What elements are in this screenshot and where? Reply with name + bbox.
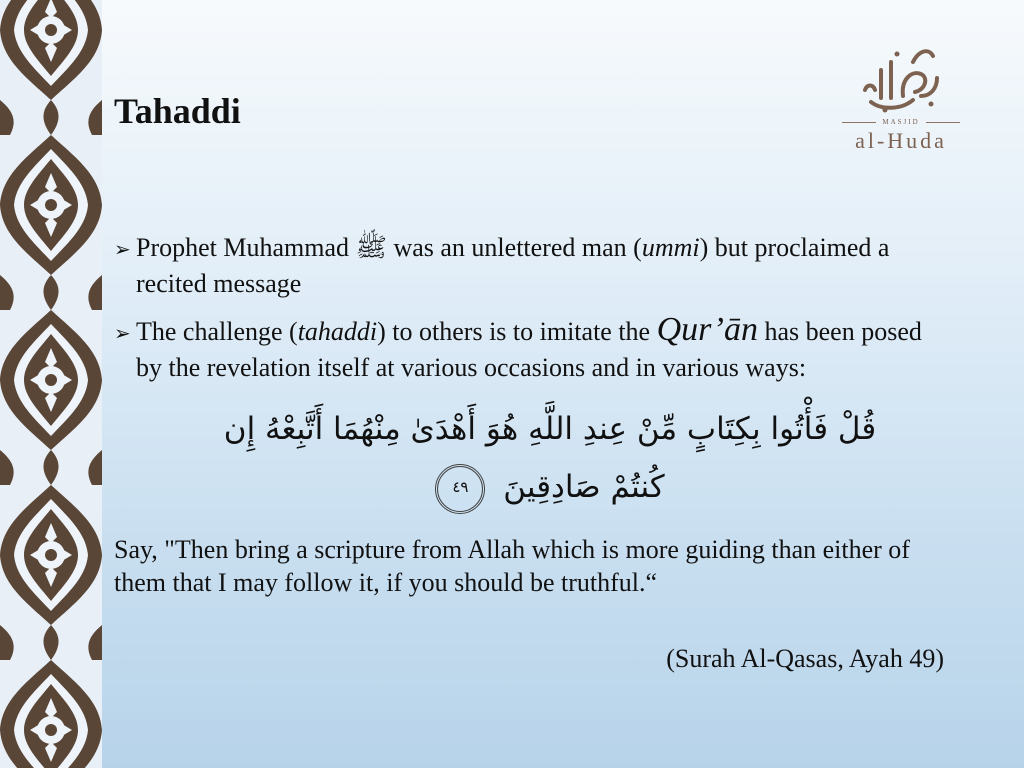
calligraphy-emblem-icon (851, 40, 951, 120)
slide-title: Tahaddi (114, 91, 241, 131)
logo-masjid-line (836, 118, 966, 126)
arabic-verse (200, 400, 900, 530)
honorific-glyph: ﷺ (355, 233, 387, 262)
arrow-bullet-icon: ➢ (114, 323, 131, 345)
term-ummi: ummi (641, 233, 700, 262)
verse-reference: (Surah Al-Qasas, Ayah 49) (666, 644, 944, 673)
masjid-al-huda-logo (836, 40, 966, 165)
term-tahaddi: tahaddi (297, 317, 378, 346)
bullet-challenge: ➢ The challenge (tahaddi) to others is to imitate the Qur’ān has been posed by the revelation itself at various occasions and in various ways: (114, 311, 922, 382)
arabesque-border-ornament (0, 0, 102, 768)
arrow-bullet-icon: ➢ (114, 239, 131, 261)
logo-masjid-label: MASJID (882, 118, 920, 126)
ayah-number-marker: ٤٩ (435, 464, 485, 514)
term-quran: Qur’ān (656, 311, 758, 348)
logo-name: al-Huda (855, 128, 947, 153)
bullet-unlettered-prophet: ➢ Prophet Muhammad ﷺ was an unlettered man (ummi) but proclaimed a recited message (114, 233, 890, 298)
verse-translation: Say, "Then bring a scripture from Allah which is more guiding than either of them that I may follow it, if you should be truthful.“ (114, 535, 910, 597)
arabic-verse-text: قُلْ فَأْتُوا بِكِتَابٍ مِّنْ عِندِ اللَّهِ هُوَ أَهْدَىٰ مِنْهُمَا أَتَّبِعْهُ إِن كُنتُمْ صَادِقِينَ (223, 411, 877, 505)
